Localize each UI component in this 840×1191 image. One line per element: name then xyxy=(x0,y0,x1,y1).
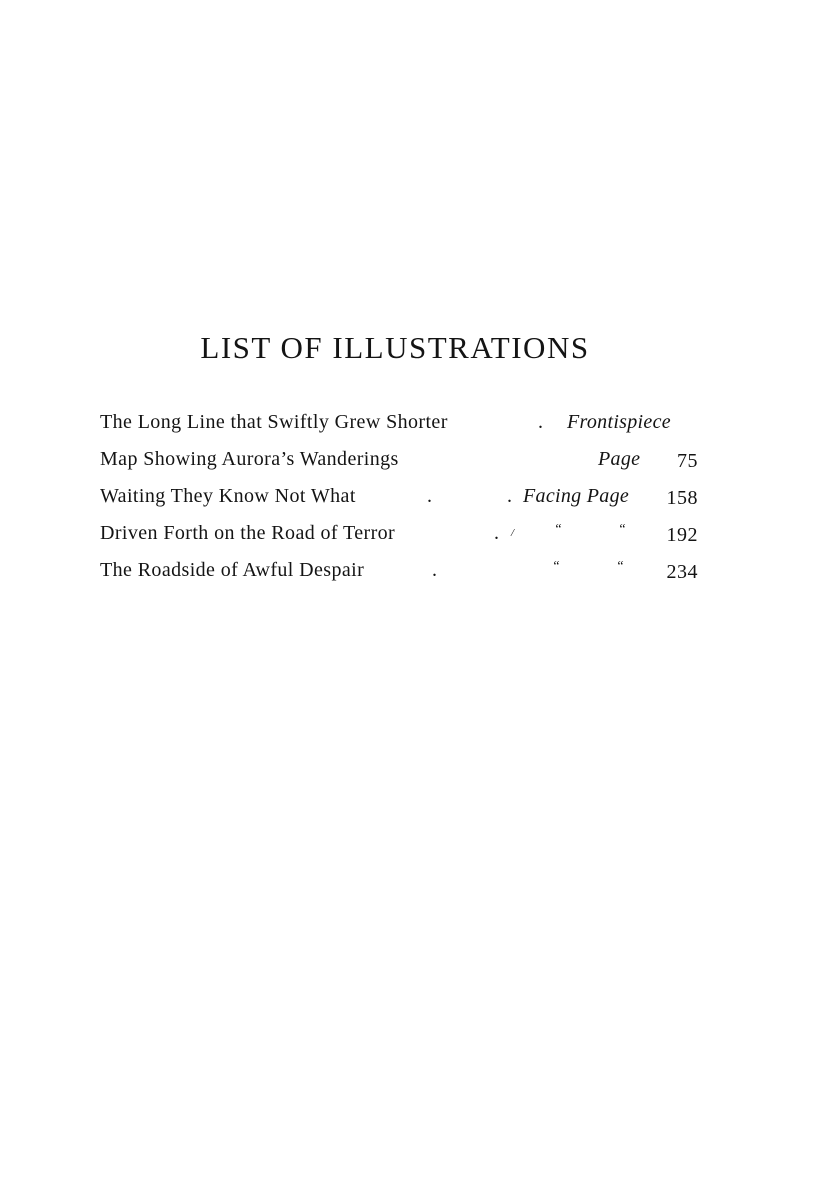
illustration-title: The Long Line that Swiftly Grew Shorter xyxy=(100,411,448,433)
illustration-title: Map Showing Aurora’s Wanderings xyxy=(100,448,399,470)
list-item xyxy=(100,478,710,515)
illustration-locator: Frontispiece xyxy=(567,411,671,433)
list-item xyxy=(100,552,710,589)
page-number: 158 xyxy=(666,487,698,509)
list-item xyxy=(100,404,710,441)
page-number: 75 xyxy=(677,450,698,472)
ditto-mark: “ xyxy=(554,522,562,537)
leader-dots: . xyxy=(538,411,543,433)
list-item xyxy=(100,441,710,478)
leader-dots: . xyxy=(494,522,499,544)
illustration-title: The Roadside of Awful Despair xyxy=(100,559,365,581)
leader-dots: . xyxy=(432,559,437,581)
ditto-mark: “ xyxy=(552,559,560,574)
illustration-title: Driven Forth on the Road of Terror xyxy=(100,522,396,544)
illustration-locator: Page xyxy=(598,448,641,470)
list-item xyxy=(100,515,710,552)
illustrations-list xyxy=(100,404,710,589)
ditto-mark: “ xyxy=(618,522,626,537)
leader-dots: . xyxy=(427,485,432,507)
stray-mark: / xyxy=(511,527,515,539)
page-number: 234 xyxy=(666,561,698,583)
page-heading: LIST OF ILLUSTRATIONS xyxy=(200,330,590,365)
illustration-title: Waiting They Know Not What xyxy=(100,485,356,507)
ditto-mark: “ xyxy=(616,559,624,574)
illustration-locator: Facing Page xyxy=(523,485,630,507)
leader-dots: . xyxy=(507,485,512,507)
page-number: 192 xyxy=(666,524,698,546)
